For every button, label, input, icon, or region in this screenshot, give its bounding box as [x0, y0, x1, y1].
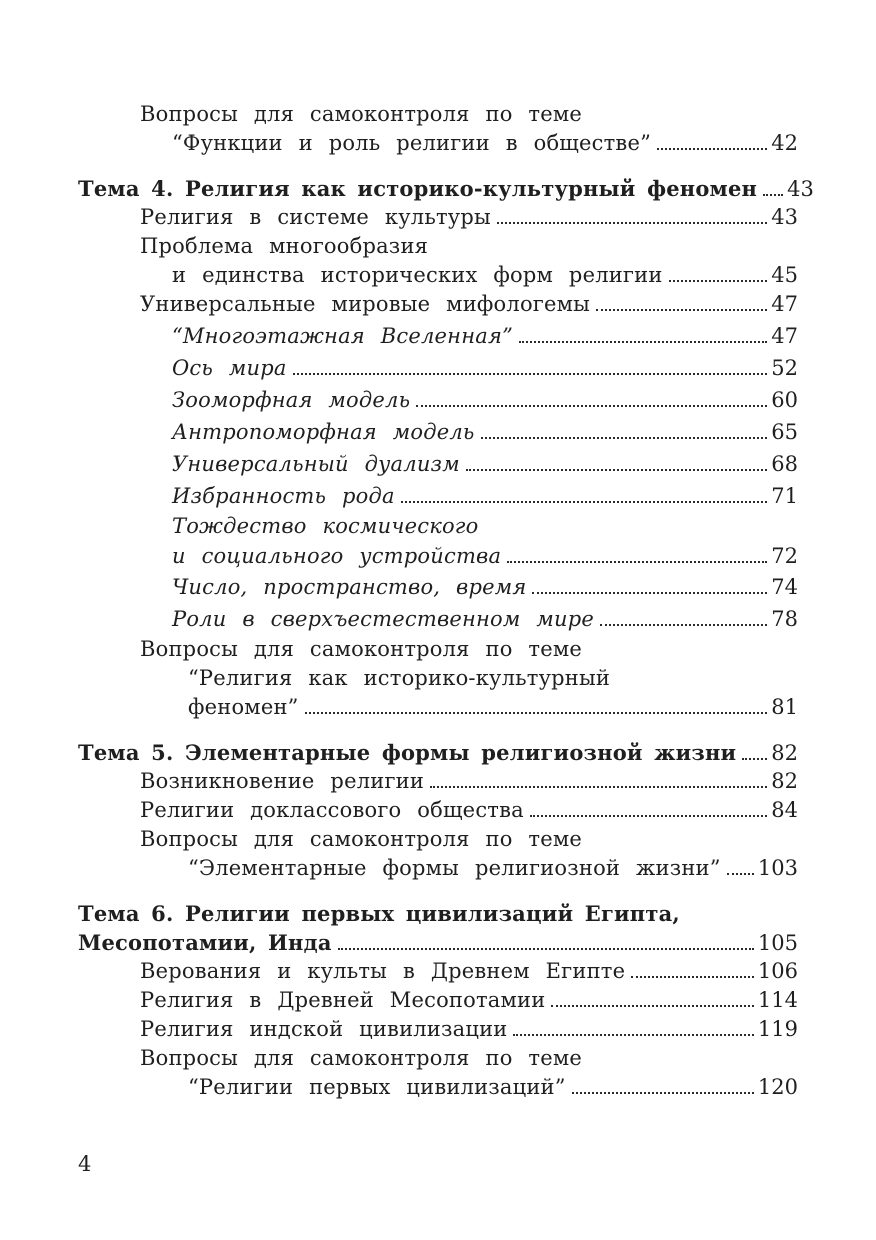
toc-entry-text: Тождество космического: [172, 514, 479, 538]
toc-entry: [78, 635, 798, 664]
toc-subentry: [78, 541, 798, 571]
topic-title: Тема 5. Элементарные формы религиозной жизни: [78, 740, 737, 765]
dot-leader: [430, 786, 767, 788]
dot-leader: [416, 405, 767, 407]
toc-page-number: 74: [771, 575, 798, 599]
toc-entry: [78, 100, 798, 129]
toc-page-number: 82: [771, 769, 798, 793]
dot-leader: [631, 976, 754, 978]
dot-leader: [669, 280, 768, 282]
toc-entry-text: “Функции и роль религии в обществе”: [172, 131, 652, 155]
toc-subentry: [78, 353, 798, 384]
toc-entry-text: Универсальный дуализм: [172, 452, 460, 476]
toc-entry: [78, 986, 798, 1015]
toc-page-number: 103: [757, 856, 798, 880]
toc-page-number: 82: [771, 741, 798, 765]
dot-leader: [532, 592, 767, 594]
toc-entry-text: и социального устройства: [172, 544, 502, 568]
toc-entry-text: феномен”: [188, 695, 299, 719]
toc-subentry: [78, 571, 798, 603]
dot-leader: [596, 309, 767, 311]
dot-leader: [497, 222, 767, 224]
toc-page-number: 47: [771, 324, 798, 348]
toc-entry-text: Вопросы для самоконтроля по теме: [140, 1046, 583, 1070]
toc-subentry: [78, 319, 798, 353]
toc-page-number: 119: [757, 1017, 798, 1041]
toc-entry: [78, 1073, 798, 1102]
dot-leader: [513, 1034, 753, 1036]
toc-entry-text: “Элементарные формы религиозной жизни”: [188, 856, 721, 880]
dot-leader: [466, 469, 767, 471]
toc-page-number: 52: [771, 356, 798, 380]
toc-page-number: 120: [757, 1075, 798, 1099]
dot-leader: [657, 148, 767, 150]
toc-entry-text: Роли в сверхъестественном мире: [172, 607, 594, 631]
toc-entry-text: Ось мира: [172, 356, 287, 380]
toc-page-number: 71: [771, 484, 798, 508]
toc-entry: [78, 290, 798, 319]
toc-subentry: [78, 512, 798, 541]
toc-page-number: 114: [757, 988, 798, 1012]
toc-entry-text: Проблема многообразия: [140, 234, 429, 258]
toc-page-number: 45: [771, 263, 798, 287]
toc-entry: [78, 825, 798, 854]
toc-entry: [78, 261, 798, 290]
dot-leader: [519, 341, 767, 343]
dot-leader: [600, 624, 767, 626]
toc-entry-text: “Религии первых цивилизаций”: [188, 1075, 566, 1099]
dot-leader: [338, 948, 754, 950]
toc-entry-text: и единства исторических форм религии: [172, 263, 663, 287]
toc-entry-text: Число, пространство, время: [172, 575, 527, 599]
toc-entry-text: Зооморфная модель: [172, 388, 411, 412]
toc-page-number: 68: [771, 452, 798, 476]
toc-entry-text: Религии доклассового общества: [140, 798, 524, 822]
topic-heading: [78, 899, 798, 928]
toc-entry-text: Избранность рода: [172, 484, 395, 508]
dot-leader: [530, 815, 767, 817]
toc-page-number: 72: [771, 544, 798, 568]
toc-page-number: 47: [771, 292, 798, 316]
toc-subentry: [78, 603, 798, 635]
toc-entry: [78, 854, 798, 883]
toc-entry: [78, 693, 798, 722]
page-number: 4: [78, 1152, 92, 1176]
toc-entry-text: Универсальные мировые мифологемы: [140, 292, 591, 316]
toc-entry-text: Антропоморфная модель: [172, 420, 475, 444]
toc-page-number: 78: [771, 607, 798, 631]
toc-page-number: 105: [757, 931, 798, 955]
dot-leader: [763, 194, 783, 196]
toc-page-number: 43: [771, 205, 798, 229]
dot-leader: [305, 712, 768, 714]
toc-entry: [78, 129, 798, 158]
table-of-contents: [78, 100, 814, 1102]
toc-page-number: 42: [771, 131, 798, 155]
toc-page-number: 60: [771, 388, 798, 412]
toc-entry-text: Возникновение религии: [140, 769, 425, 793]
toc-subentry: [78, 448, 798, 480]
topic-heading: [78, 738, 798, 767]
topic-title: Месопотамии, Инда: [78, 930, 332, 955]
toc-entry: [78, 664, 798, 693]
topic-heading: [78, 928, 798, 957]
dot-leader: [572, 1092, 754, 1094]
toc-entry-text: Верования и культы в Древнем Египте: [140, 959, 626, 983]
toc-page-number: 81: [771, 695, 798, 719]
toc-page-number: 65: [771, 420, 798, 444]
toc-page-number: 106: [757, 959, 798, 983]
topic-title: Тема 6. Религии первых цивилизаций Египта,: [78, 901, 680, 926]
toc-subentry: [78, 384, 798, 416]
dot-leader: [481, 437, 768, 439]
toc-entry: [78, 957, 798, 986]
dot-leader: [742, 758, 767, 760]
dot-leader: [507, 561, 767, 563]
dot-leader: [551, 1005, 753, 1007]
toc-entry-text: Религия в Древней Месопотамии: [140, 988, 546, 1012]
toc-entry-text: Вопросы для самоконтроля по теме: [140, 637, 583, 661]
toc-entry-text: Религия индской цивилизации: [140, 1017, 508, 1041]
dot-leader: [727, 873, 754, 875]
toc-entry-text: Вопросы для самоконтроля по теме: [140, 827, 583, 851]
toc-subentry: [78, 480, 798, 512]
toc-entry: [78, 203, 798, 232]
toc-entry-text: “Религия как историко-культурный: [188, 666, 611, 690]
toc-entry: [78, 796, 798, 825]
toc-entry: [78, 232, 798, 261]
dot-leader: [401, 501, 768, 503]
toc-entry-text: Религия в системе культуры: [140, 205, 491, 229]
topic-heading: [78, 174, 814, 203]
toc-page-number: 84: [771, 798, 798, 822]
toc-entry: [78, 1015, 798, 1044]
toc-entry: [78, 1044, 798, 1073]
toc-entry-text: “Многоэтажная Вселенная”: [172, 324, 514, 348]
toc-entry: [78, 767, 798, 796]
topic-title: Тема 4. Религия как историко-культурный феномен: [78, 176, 758, 201]
toc-page-number: 43: [787, 177, 814, 201]
dot-leader: [293, 373, 768, 375]
toc-entry-text: Вопросы для самоконтроля по теме: [140, 102, 583, 126]
toc-subentry: [78, 416, 798, 448]
